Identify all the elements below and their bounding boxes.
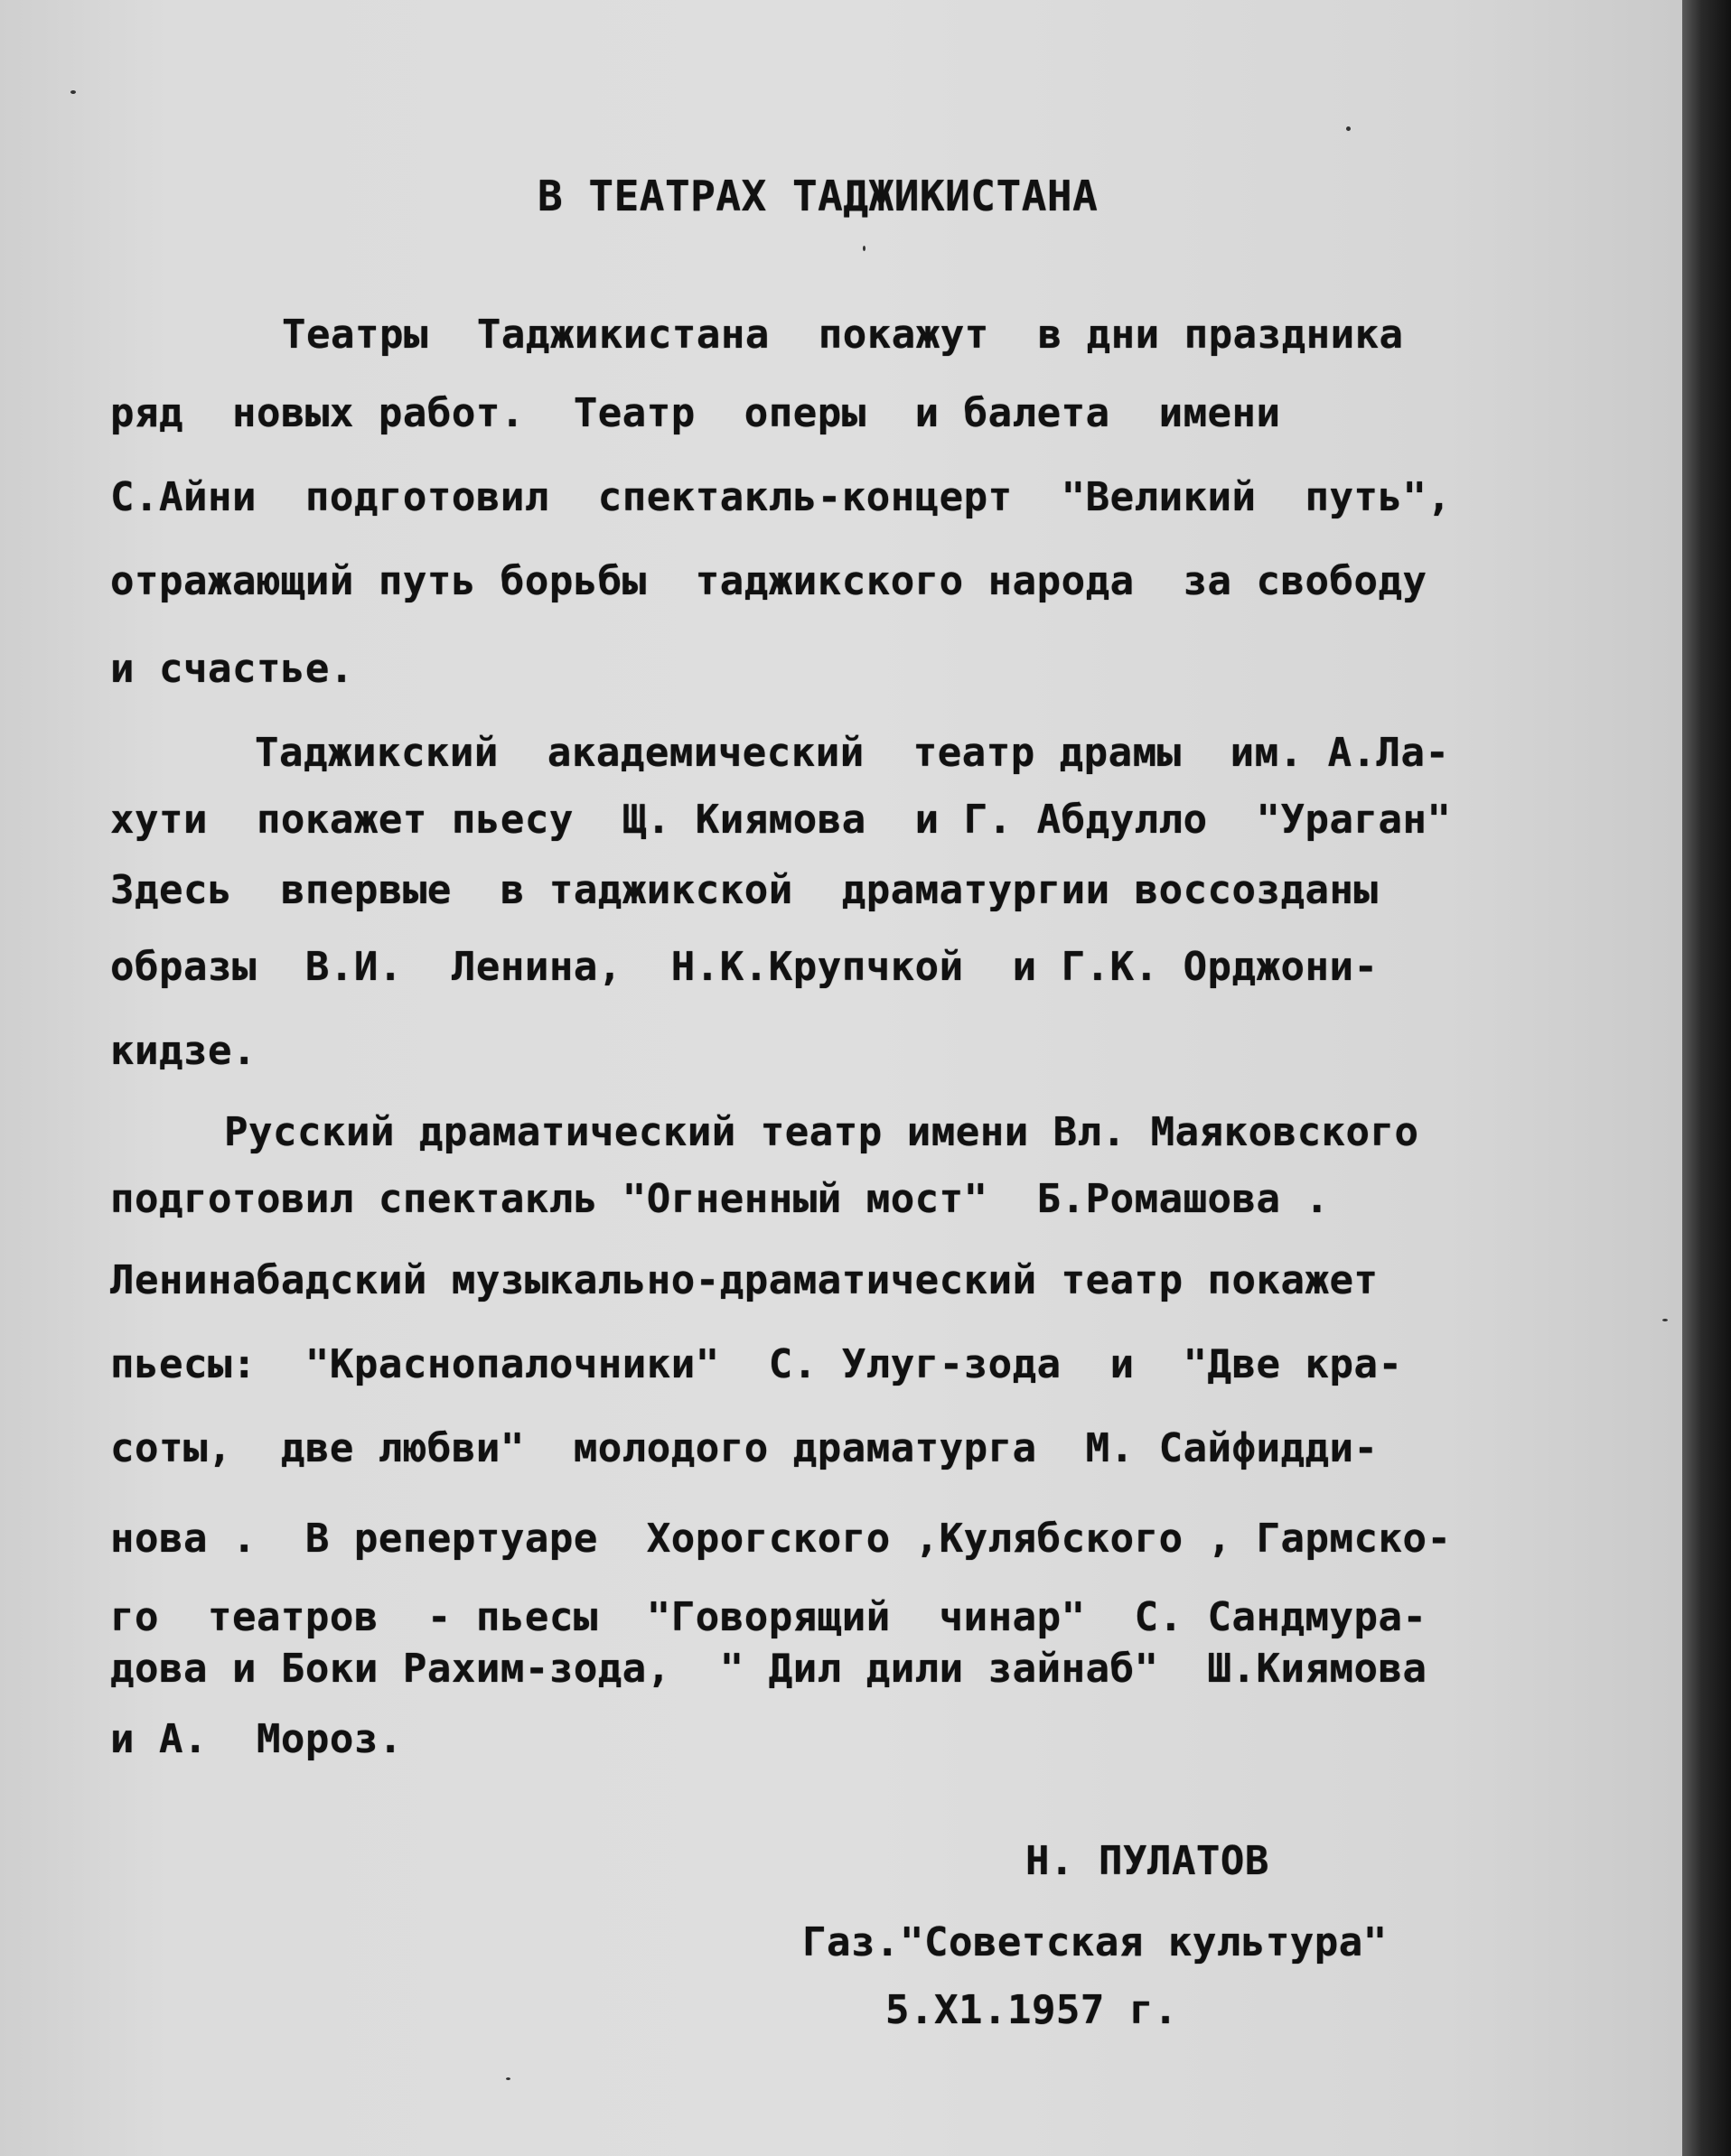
paper-speck (506, 2077, 510, 2080)
paper-speck (70, 90, 76, 94)
text-line: соты, две любви" молодого драматурга М. Сайфидди- (110, 1425, 1379, 1471)
text-line: ряд новых работ. Театр оперы и балета имени (110, 390, 1281, 436)
text-line: подготовил спектакль "Огненный мост" Б.Ромашова . (110, 1176, 1330, 1222)
text-line: и А. Мороз. (110, 1716, 403, 1762)
text-line: Русский драматический театр имени Вл. Маяковского (224, 1109, 1419, 1155)
text-line: дова и Боки Рахим-зода, " Дил дили зайнаб" Ш.Киямова (110, 1646, 1427, 1692)
signature-date: 5.Х1.1957 г. (885, 1987, 1178, 2033)
paper-speck (863, 246, 866, 251)
text-line: Таджикский академический театр драмы им. А.Ла- (255, 730, 1450, 776)
text-line: и счастье. (110, 646, 354, 692)
signature-author: Н. ПУЛАТОВ (1025, 1838, 1269, 1884)
text-line: С.Айни подготовил спектакль-концерт "Великий путь", (110, 474, 1452, 520)
text-line: кидзе. (110, 1028, 257, 1074)
text-line: пьесы: "Краснопалочники" С. Улуг-зода и "Две кра- (110, 1341, 1403, 1387)
text-line: образы В.И. Ленина, Н.К.Крупчкой и Г.К. Орджони- (110, 944, 1379, 990)
text-line: Театры Таджикистана покажут в дни праздника (282, 312, 1404, 358)
signature-source: Газ."Советская культура" (802, 1919, 1388, 1965)
document-title: В ТЕАТРАХ ТАДЖИКИСТАНА (538, 172, 1099, 220)
text-line: го театров - пьесы "Говорящий чинар" С. Сандмура- (110, 1594, 1427, 1640)
text-line: Ленинабадский музыкально-драматический театр покажет (110, 1257, 1379, 1303)
text-line: отражающий путь борьбы таджикского народа за свободу (110, 558, 1427, 604)
text-line: Здесь впервые в таджикской драматургии воссозданы (110, 867, 1379, 913)
text-line: хути покажет пьесу Щ. Киямова и Г. Абдулло "Ураган" (110, 797, 1452, 843)
text-line: нова . В репертуаре Хорогского ,Кулябского , Гармско- (110, 1516, 1452, 1562)
page-edge-shadow (1682, 0, 1731, 2156)
paper-speck (1346, 126, 1351, 131)
paper-speck (1662, 1319, 1668, 1321)
